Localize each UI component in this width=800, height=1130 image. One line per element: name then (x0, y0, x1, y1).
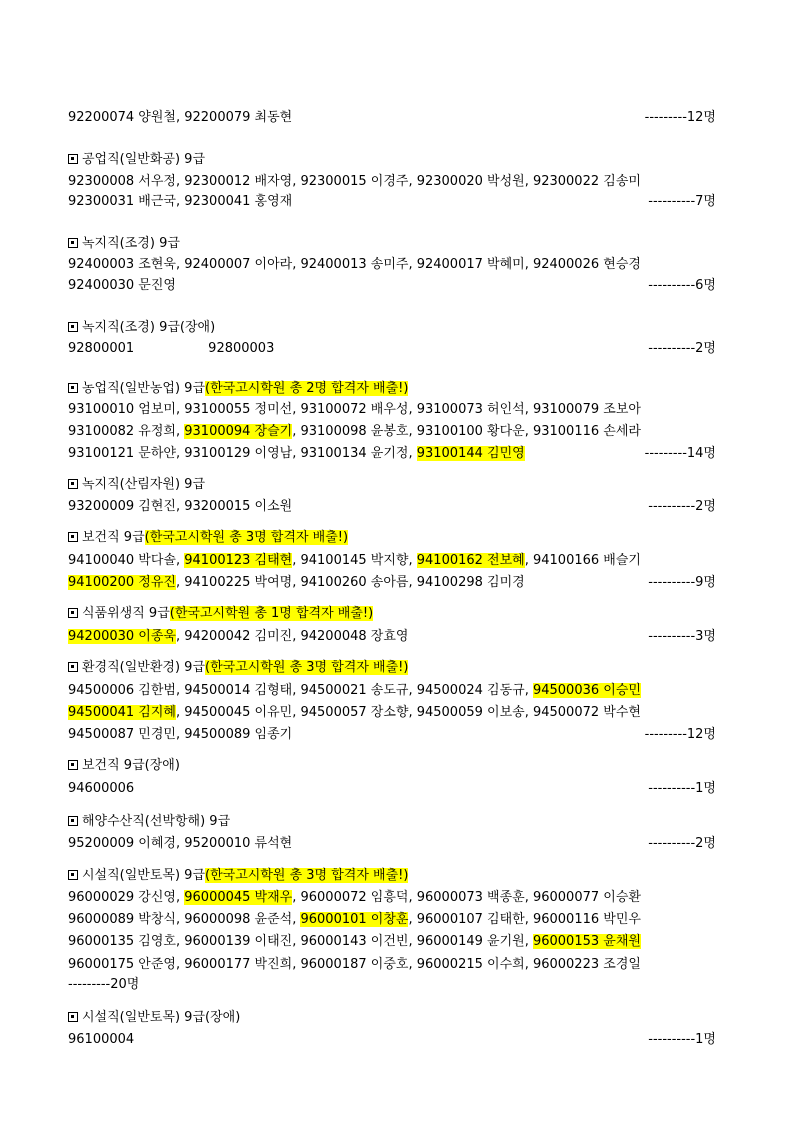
section-heading: 농업직(일반농업) 9급(한국고시학원 총 2명 합격자 배출!) (68, 379, 716, 399)
square-bullet-icon (68, 383, 78, 393)
list-item: 96000175 안준영, 96000177 박진희, 96000187 이중호, 96000215 이수희, 96000223 조경일 (68, 957, 641, 972)
section-heading: 녹지직(산림자원) 9급 (68, 475, 716, 495)
section-heading: 식품위생직 9급(한국고시학원 총 1명 합격자 배출!) (68, 604, 716, 624)
list-item: 94500041 김지혜, 94500045 이유민, 94500057 장소향, 94500059 이보송, 94500072 박수현 (68, 705, 641, 720)
count-label: ----------7명 (648, 194, 716, 209)
highlight-note: (한국고시학원 총 3명 합격자 배출!) (144, 530, 349, 545)
count-label: ----------9명 (648, 575, 716, 590)
highlighted-name: 93100144 김민영 (416, 446, 525, 461)
highlighted-name: 94500041 김지혜 (68, 705, 176, 720)
square-bullet-icon (68, 760, 78, 770)
highlighted-name: 94100162 전보혜 (416, 553, 525, 568)
list-item: 96000089 박창식, 96000098 윤준석, 96000101 이창훈, 96000107 김태한, 96000116 박민우 (68, 912, 641, 927)
section-heading: 시설직(일반토목) 9급(한국고시학원 총 3명 합격자 배출!) (68, 866, 716, 886)
square-bullet-icon (68, 238, 78, 248)
section-heading: 녹지직(조경) 9급 (68, 234, 716, 254)
list-item: 92800001 92800003 ----------2명 (68, 339, 716, 359)
list-item: 93100010 엄보미, 93100055 정미선, 93100072 배우성, 93100073 허인석, 93100079 조보아 (68, 402, 641, 417)
list-item: 92200074 양원철, 92200079 최동현 ---------12명 (68, 108, 716, 128)
list-item: 96100004 ----------1명 (68, 1030, 716, 1050)
count-label: ---------12명 (644, 727, 716, 742)
highlighted-name: 94100200 정유진 (68, 575, 176, 590)
list-item: 92400030 문진영 ----------6명 (68, 276, 716, 296)
highlight-note: (한국고시학원 총 1명 합격자 배출!) (169, 606, 374, 621)
count-label: ---------12명 (644, 110, 716, 125)
list-item: 96000135 김영호, 96000139 이태진, 96000143 이건빈, 96000149 윤기원, 96000153 윤채원 (68, 934, 641, 949)
list-item: 93100082 유정희, 93100094 장슬기, 93100098 윤봉호, 93100100 황다운, 93100116 손세라 (68, 424, 641, 439)
count-label: ----------2명 (648, 836, 716, 851)
count-label: ----------2명 (648, 341, 716, 356)
highlighted-name: 94100123 김태현 (184, 553, 293, 568)
highlighted-name: 96000045 박재우 (184, 890, 293, 905)
highlighted-name: 94500036 이승민 (532, 683, 641, 698)
list-item: 92300031 배근국, 92300041 홍영재 ----------7명 (68, 192, 716, 212)
highlight-note: (한국고시학원 총 2명 합격자 배출!) (205, 381, 409, 396)
highlight-note: (한국고시학원 총 3명 합격자 배출!) (205, 660, 409, 675)
list-item: 94500006 김한범, 94500014 김형태, 94500021 송도규, 94500024 김동규, 94500036 이승민 (68, 683, 641, 698)
highlighted-name: 94200030 이종욱 (68, 629, 176, 644)
list-item: 94100040 박다솔, 94100123 김태현, 94100145 박지향, 94100162 전보혜, 94100166 배슬기 (68, 553, 641, 568)
list-item: 94200030 이종욱, 94200042 김미진, 94200048 장효영 ----------3명 (68, 627, 716, 647)
square-bullet-icon (68, 608, 78, 618)
list-item: 93100121 문하얀, 93100129 이영남, 93100134 윤기정, 93100144 김민영 ---------14명 (68, 444, 716, 464)
list-item: 92400003 조현욱, 92400007 이아라, 92400013 송미주, 92400017 박혜미, 92400026 현승경 (68, 257, 641, 272)
highlight-note: (한국고시학원 총 3명 합격자 배출!) (205, 868, 409, 883)
highlighted-name: 93100094 장슬기 (184, 424, 293, 439)
list-item (68, 975, 716, 995)
highlighted-name: 96000101 이창훈 (300, 912, 409, 927)
square-bullet-icon (68, 532, 78, 542)
list-item: 95200009 이혜경, 95200010 류석현 ----------2명 (68, 834, 716, 854)
section-heading: 환경직(일반환경) 9급(한국고시학원 총 3명 합격자 배출!) (68, 658, 716, 678)
list-item: 94100200 정유진, 94100225 박여명, 94100260 송아름, 94100298 김미경 ----------9명 (68, 573, 716, 593)
highlighted-name: 96000153 윤채원 (532, 934, 641, 949)
section-heading: 시설직(일반토목) 9급(장애) (68, 1008, 716, 1028)
list-item: 94500087 민경민, 94500089 임종기 ---------12명 (68, 725, 716, 745)
list-item: 92300008 서우정, 92300012 배자영, 92300015 이경주, 92300020 박성원, 92300022 김송미 (68, 174, 641, 189)
section-heading: 공업직(일반화공) 9급 (68, 150, 716, 170)
count-label: ----------1명 (648, 781, 716, 796)
square-bullet-icon (68, 322, 78, 332)
count-label: ---------14명 (644, 446, 716, 461)
list-item: 96000029 강신영, 96000045 박재우, 96000072 임흥덕, 96000073 백종훈, 96000077 이승환 (68, 890, 641, 905)
list-item: 93200009 김현진, 93200015 이소원 ----------2명 (68, 497, 716, 517)
count-label: ----------1명 (648, 1032, 716, 1047)
square-bullet-icon (68, 1012, 78, 1022)
count-label: ---------20명 (68, 977, 140, 992)
square-bullet-icon (68, 479, 78, 489)
count-label: ----------2명 (648, 499, 716, 514)
count-label: ----------6명 (648, 278, 716, 293)
section-heading: 보건직 9급(장애) (68, 756, 716, 776)
count-label: ----------3명 (648, 629, 716, 644)
section-heading: 녹지직(조경) 9급(장애) (68, 318, 716, 338)
square-bullet-icon (68, 816, 78, 826)
square-bullet-icon (68, 154, 78, 164)
list-item: 94600006 ----------1명 (68, 779, 716, 799)
square-bullet-icon (68, 870, 78, 880)
section-heading: 해양수산직(선박항해) 9급 (68, 812, 716, 832)
square-bullet-icon (68, 662, 78, 672)
section-heading: 보건직 9급(한국고시학원 총 3명 합격자 배출!) (68, 528, 716, 548)
